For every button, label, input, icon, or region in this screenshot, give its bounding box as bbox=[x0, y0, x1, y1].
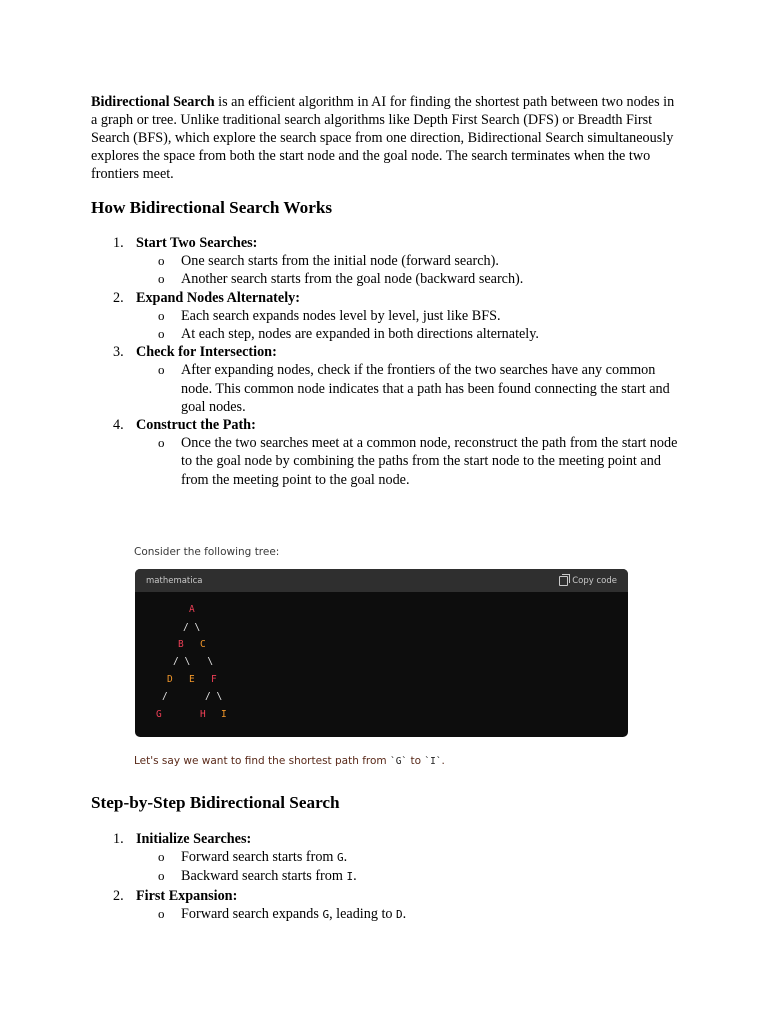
screenshot-caption: Consider the following tree: bbox=[134, 546, 280, 558]
intro-term: Bidirectional Search bbox=[91, 94, 215, 110]
tree-node-e: E bbox=[189, 674, 195, 685]
step-by-step-list-container bbox=[91, 830, 681, 924]
tree-edge: / bbox=[162, 691, 168, 702]
sbs-step-title: Initialize Searches: bbox=[136, 831, 252, 847]
intro-text: is an efficient algorithm in AI for finding the shortest path between two nodes in a graph or tree. Unlike traditional search algorithms like Depth First Search (DFS) or Breadth First Search (BFS), which explore the search space from one direction, Bidirectional Search simultaneously explores the space from both the start node and the goal node. The search terminates when the two frontiers meet. bbox=[91, 94, 675, 182]
embedded-screenshot bbox=[134, 543, 634, 773]
section-heading-how: How Bidirectional Search Works bbox=[91, 198, 333, 217]
how-step-title: Check for Intersection: bbox=[136, 344, 277, 361]
list-item: o At each step, nodes are expanded in both directions alternately. bbox=[158, 326, 539, 343]
how-step-title: Construct the Path: bbox=[136, 417, 256, 434]
how-step-title: Start Two Searches: bbox=[136, 235, 258, 251]
code-language: mathematica bbox=[146, 575, 203, 586]
tree-edge: / \ bbox=[205, 691, 223, 702]
how-step: 2. Expand Nodes Alternately: o Each search expands nodes level by level, just like BFS. o At each step, nodes are expanded in both directions alternately. bbox=[91, 289, 681, 344]
tree-diagram bbox=[135, 592, 628, 737]
list-item: o Once the two searches meet at a common node, reconstruct the path from the start node to the goal node by combining the paths from the start node to the meeting point and from the meeting point to the goal node. bbox=[158, 435, 678, 488]
document-body bbox=[91, 93, 681, 489]
tree-node-f: F bbox=[211, 674, 217, 685]
list-item: o Forward search expands G, leading to D. bbox=[158, 905, 407, 922]
step-by-step-list bbox=[91, 830, 681, 924]
list-item: o After expanding nodes, check if the frontiers of the two searches have any common node. This common node indicates that a path has been found connecting the start and goal nodes. bbox=[158, 362, 670, 415]
how-step-title: Expand Nodes Alternately: bbox=[136, 289, 300, 306]
list-item: o Another search starts from the goal node (backward search). bbox=[158, 271, 524, 288]
copy-code-label: Copy code bbox=[572, 575, 617, 586]
list-item: o Forward search starts from G. bbox=[158, 849, 348, 866]
code-header bbox=[135, 569, 628, 592]
how-step: 3. Check for Intersection: o After expanding nodes, check if the frontiers of the two searches have any common node. This common node indicates that a path has been found connecting the start and goal nodes. bbox=[91, 343, 681, 416]
copy-icon bbox=[559, 576, 568, 586]
tree-node-b: B bbox=[178, 639, 184, 650]
tree-node-a: A bbox=[189, 604, 195, 615]
intro-paragraph bbox=[91, 93, 681, 183]
list-item: o One search starts from the initial node (forward search). bbox=[158, 253, 499, 270]
tree-node-c: C bbox=[200, 639, 206, 650]
sbs-step: 1. Initialize Searches: o Forward search starts from G. o Backward search starts from I. bbox=[91, 830, 681, 887]
sbs-step: 2. First Expansion: o Forward search expands G, leading to D. bbox=[91, 887, 681, 924]
tree-node-i: I bbox=[221, 709, 227, 720]
list-item: o Each search expands nodes level by level, just like BFS. bbox=[158, 307, 501, 324]
screenshot-caption-bottom: Let's say we want to find the shortest path from `G` to `I`. bbox=[134, 755, 445, 767]
how-step: 1. Start Two Searches: o One search starts from the initial node (forward search). o Another search starts from the goal node (backward search). bbox=[91, 234, 681, 289]
how-steps-list bbox=[91, 234, 681, 489]
sbs-step-title: First Expansion: bbox=[136, 887, 238, 904]
list-item: o Backward search starts from I. bbox=[158, 868, 357, 885]
copy-code-button[interactable] bbox=[559, 576, 617, 586]
tree-edge: / \ \ bbox=[173, 656, 214, 667]
code-block bbox=[135, 569, 628, 737]
section-heading-step-by-step: Step-by-Step Bidirectional Search bbox=[91, 793, 340, 812]
tree-edge: / \ bbox=[183, 622, 201, 633]
tree-node-h: H bbox=[200, 709, 206, 720]
how-step: 4. Construct the Path: o Once the two searches meet at a common node, reconstruct the path from the start node to the goal node by combining the paths from the start node to the meeting point and from the meeting point to the goal node. bbox=[91, 416, 681, 489]
tree-node-d: D bbox=[167, 674, 173, 685]
tree-node-g: G bbox=[156, 709, 162, 720]
